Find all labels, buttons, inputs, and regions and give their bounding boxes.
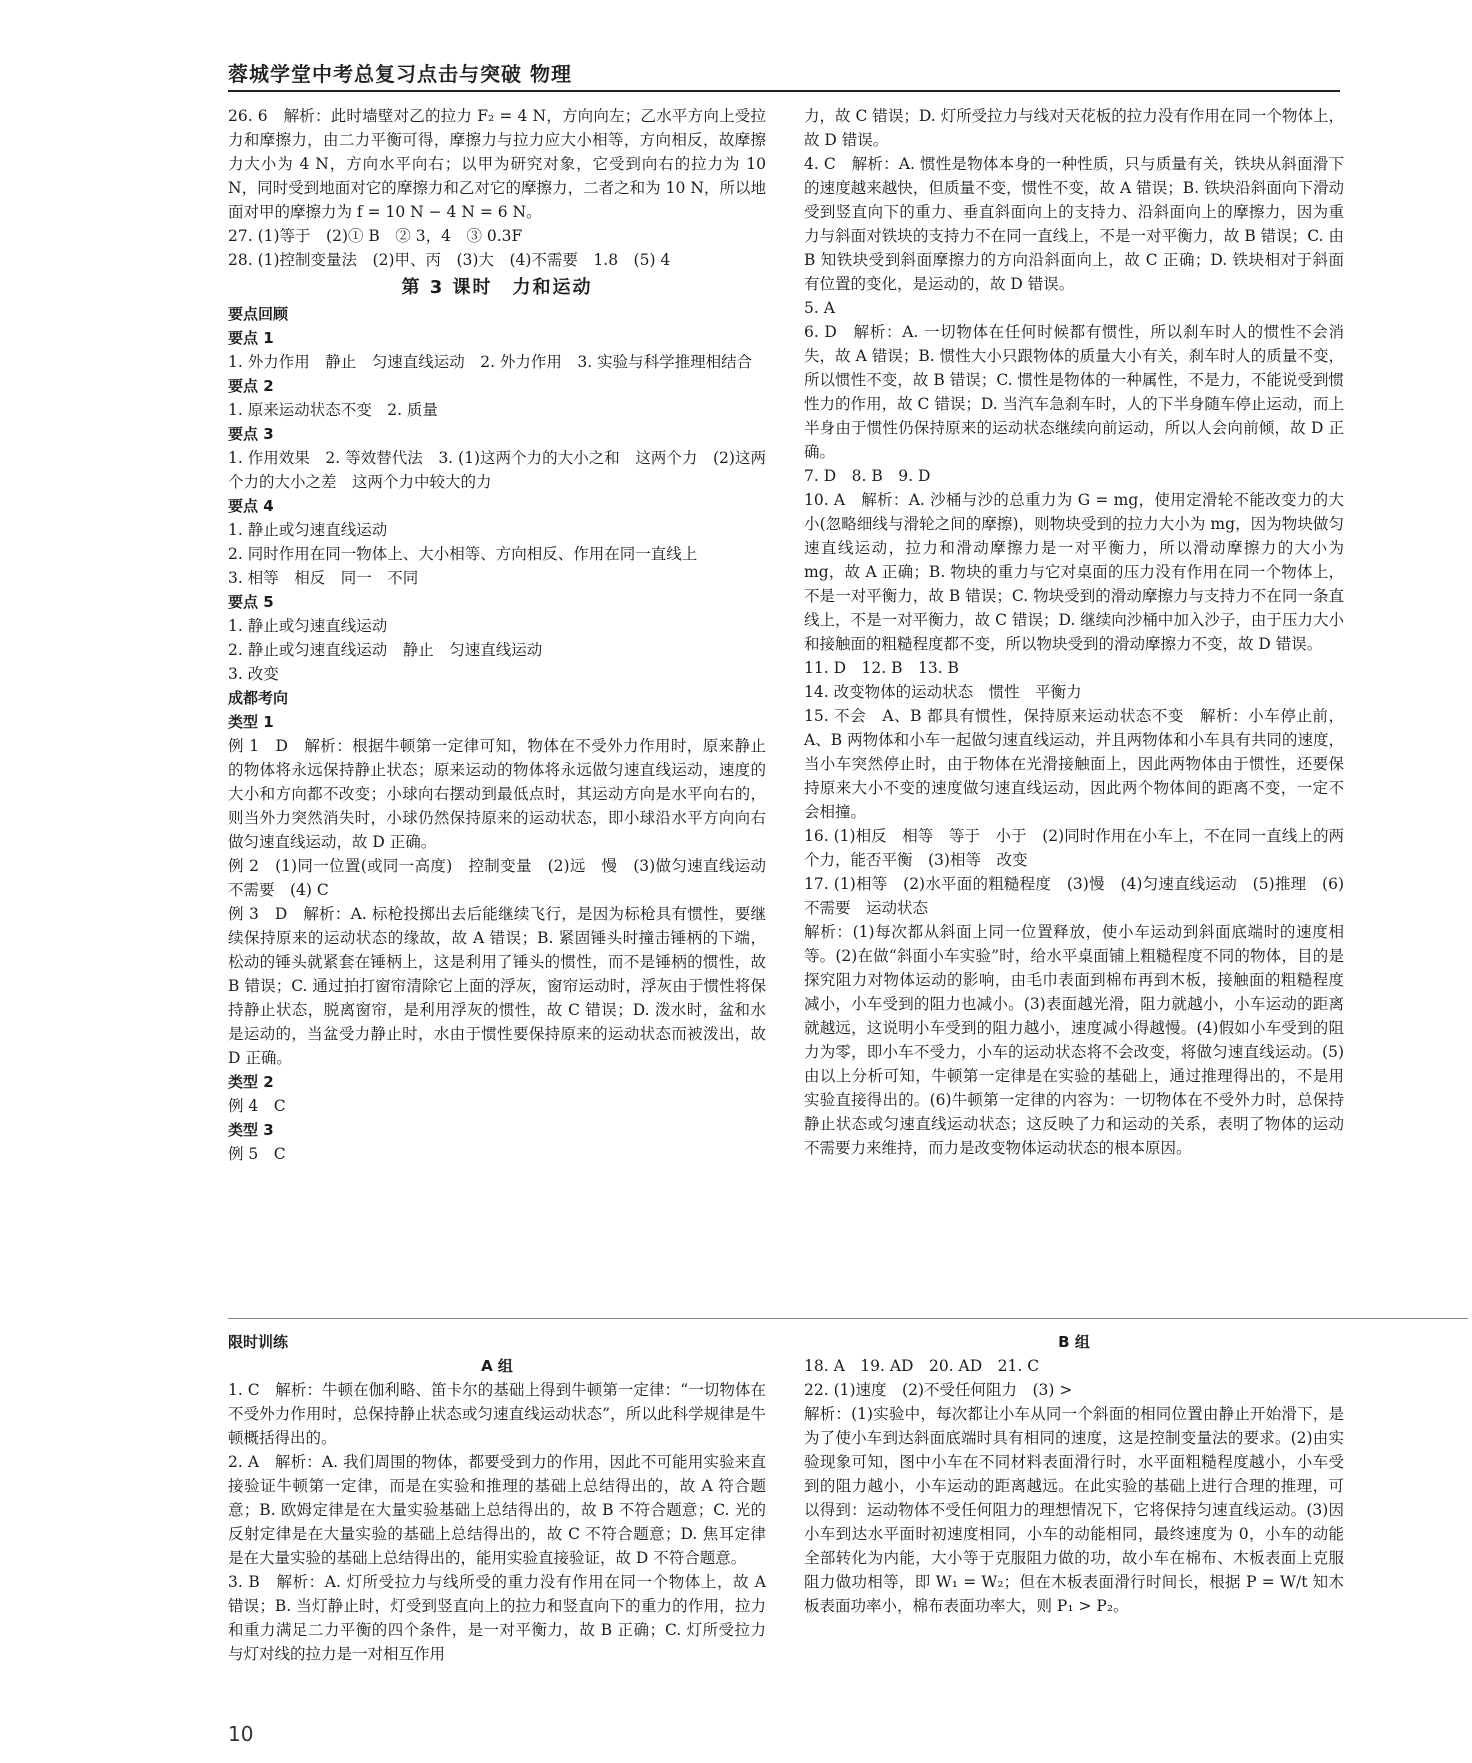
answer-paragraph: 14. 改变物体的运动状态 惯性 平衡力 [804,683,1082,701]
answer-paragraph: 18. A 19. AD 20. AD 21. C [804,1357,1040,1375]
subheading: 要点 5 [228,593,274,611]
answer-paragraph: 4. C 解析：A. 惯性是物体本身的一种性质，只与质量有关，铁块从斜面滑下的速度越来越快，但质量不变，惯性不变，故 A 错误；B. 铁块沿斜面向下滑动受到竖直向下的重力、垂直斜面向上的支持力、沿斜面向上的摩擦力，因为重力与斜面对铁块的支持力不在同一直线上，不是一对平衡力，故 B 错误；C. 由 B 知铁块受到斜面摩擦力的方向沿斜面向上，故 C 正确；D. 铁块相对于斜面有位置的变化，是运动的，故 D 错误。 [804,155,1344,293]
answer-paragraph: 1. 作用效果 2. 等效替代法 3. (1)这两个力的大小之和 这两个力 (2)这两个力的大小之差 这两个力中较大的力 [228,449,766,491]
group-title: B 组 [1058,1333,1090,1351]
answer-paragraph: 3. 相等 相反 同一 不同 [228,569,419,587]
answer-paragraph: 2. A 解析：A. 我们周围的物体，都要受到力的作用，因此不可能用实验来直接验证牛顿第一定律，而是在实验和推理的基础上总结得出的，故 A 符合题意；B. 欧姆定律是在大量实验基础上总结得出的，故 B 不符合题意；C. 光的反射定律是在大量实验的基础上总结得出的，故 C 不符合题意；D. 焦耳定律是在大量实验的基础上总结得出的，能用实验直接验证，故 D 不符合题意。 [228,1453,766,1567]
answer-paragraph: 1. 静止或匀速直线运动 [228,521,388,539]
answer-paragraph: 例 1 D 解析：根据牛顿第一定律可知，物体在不受外力作用时，原来静止的物体将永远保持静止状态；原来运动的物体将永远做匀速直线运动，速度的大小和方向都不改变；小球向右摆动到最低点时，其运动方向是水平向右的，则当外力突然消失时，小球仍然保持原来的运动状态，即小球沿水平方向向右做匀速直线运动，故 D 正确。 [228,737,766,851]
answer-paragraph: 3. B 解析：A. 灯所受拉力与线所受的重力没有作用在同一个物体上，故 A 错误；B. 当灯静止时，灯受到竖直向上的拉力和竖直向下的重力的作用，拉力和重力满足二力平衡的四个条件，是一对平衡力，故 B 正确；C. 灯所受拉力与灯对线的拉力是一对相互作用 [228,1573,766,1663]
answer-paragraph: 1. 原来运动状态不变 2. 质量 [228,401,438,419]
answer-paragraph: 16. (1)相反 相等 等于 小于 (2)同时作用在小车上，不在同一直线上的两个力，能否平衡 (3)相等 改变 [804,827,1344,869]
left-column-top [228,104,782,1166]
answer-paragraph: 1. C 解析：牛顿在伽利略、笛卡尔的基础上得到牛顿第一定律：“一切物体在不受外力作用时，总保持静止状态或匀速直线运动状态”，所以此科学规律是牛顿概括得出的。 [228,1381,766,1447]
right-column-top [804,104,1344,1160]
answer-paragraph: 力，故 C 错误；D. 灯所受拉力与线对天花板的拉力没有作用在同一个物体上，故 D 错误。 [804,107,1344,149]
subheading: 要点 4 [228,497,274,515]
left-column-bottom [228,1330,766,1666]
answer-paragraph: 27. (1)等于 (2)① B ② 3，4 ③ 0.3F [228,227,523,245]
answer-paragraph: 2. 同时作用在同一物体上、大小相等、方向相反、作用在同一直线上 [228,545,698,563]
subheading: 类型 3 [228,1121,274,1139]
answer-paragraph: 解析：(1)实验中，每次都让小车从同一个斜面的相同位置由静止开始滑下，是为了使小车到达斜面底端时具有相同的速度，这是控制变量法的要求。(2)由实验现象可知，图中小车在不同材料表面滑行时，水平面粗糙程度越小，小车受到的阻力越小，小车运动的距离越远。在此实验的基础上进行合理的推理，可以得到：运动物体不受任何阻力的理想情况下，它将保持匀速直线运动。(3)因小车到达水平面时初速度相同，小车的动能相同，最终速度为 0，小车的动能全部转化为内能，大小等于克服阻力做的功，故小车在棉布、木板表面上克服阻力做功相等，即 W₁ = W₂；但在木板表面滑行时间长，根据 P = W/t 知木板表面功率小，棉布表面功率大，则 P₁ > P₂。 [804,1405,1344,1615]
subheading: 要点 2 [228,377,274,395]
group-title: A 组 [481,1357,513,1375]
answer-paragraph: 22. (1)速度 (2)不受任何阻力 (3) > [804,1381,1073,1399]
answer-paragraph: 6. D 解析：A. 一切物体在任何时候都有惯性，所以刹车时人的惯性不会消失，故 A 错误；B. 惯性大小只跟物体的质量大小有关，刹车时人的质量不变，所以惯性不变，故 B 错误；C. 惯性是物体的一种属性，不是力，不能说受到惯性力的作用，故 C 错误；D. 当汽车急刹车时，人的下半身随车停止运动，而上半身由于惯性仍保持原来的运动状态继续向前运动，所以人会向前倾，故 D 正确。 [804,323,1344,461]
answer-paragraph: 7. D 8. B 9. D [804,467,931,485]
right-column-bottom [804,1330,1344,1618]
subheading: 要点 1 [228,329,274,347]
header-rule [228,90,1340,92]
answer-paragraph: 26. 6 解析：此时墙壁对乙的拉力 F₂ = 4 N，方向向左；乙水平方向上受拉力和摩擦力，由二力平衡可得，摩擦力与拉力应大小相等，方向相反，故摩擦力大小为 4 N，方向水平向右；以甲为研究对象，它受到向右的拉力为 10 N，同时受到地面对它的摩擦力和乙对它的摩擦力，二者之和为 10 N，所以地面对甲的摩擦力为 f = 10 N − 4 N = 6 N。 [228,107,766,221]
header-title: 蓉城学堂中考总复习点击与突破 物理 [228,62,572,86]
answer-paragraph: 例 5 C [228,1145,286,1163]
answer-paragraph: 3. 改变 [228,665,279,683]
section-title: 第 3 课时 力和运动 [401,277,593,298]
answer-paragraph: 15. 不会 A、B 都具有惯性，保持原来运动状态不变 解析：小车停止前，A、B 两物体和小车一起做匀速直线运动，并且两物体和小车具有共同的速度，当小车突然停止时，由于物体在光滑接触面上，因此两物体由于惯性，还要保持原来大小不变的速度做匀速直线运动，因此两个物体间的距离不变，一定不会相撞。 [804,707,1344,821]
answer-paragraph: 解析：(1)每次都从斜面上同一位置释放，使小车运动到斜面底端时的速度相等。(2)在做“斜面小车实验”时，给水平桌面铺上粗糙程度不同的物体，目的是探究阻力对物体运动的影响，由毛巾表面到棉布再到木板，接触面的粗糙程度减小，小车受到的阻力也减小。(3)表面越光滑，阻力就越小，小车运动的距离就越远，这说明小车受到的阻力越小，速度减小得越慢。(4)假如小车受到的阻力为零，即小车不受力，小车的运动状态将不会改变，将做匀速直线运动。(5)由以上分析可知，牛顿第一定律是在实验的基础上，通过推理得出的，不是用实验直接得出的。(6)牛顿第一定律的内容为：一切物体在不受外力时，总保持静止状态或匀速直线运动状态；这反映了力和运动的关系，表明了物体的运动不需要力来维持，而力是改变物体运动状态的根本原因。 [804,923,1344,1157]
section-divider [228,1318,1468,1319]
answer-paragraph: 例 3 D 解析：A. 标枪投掷出去后能继续飞行，是因为标枪具有惯性，要继续保持原来的运动状态的缘故，故 A 错误；B. 紧固锤头时撞击锤柄的下端，松动的锤头就紧套在锤柄上，这是利用了锤头的惯性，而不是锤柄的惯性，故 B 错误；C. 通过拍打窗帘清除它上面的浮灰，窗帘运动时，浮灰由于惯性将保持静止状态，脱离窗帘，是利用浮灰的惯性，故 C 错误；D. 泼水时，盆和水是运动的，当盆受力静止时，水由于惯性要保持原来的运动状态而被泼出，故 D 正确。 [228,905,766,1067]
answer-paragraph: 1. 外力作用 静止 匀速直线运动 2. 外力作用 3. 实验与科学推理相结合 [228,353,753,371]
answer-paragraph: 17. (1)相等 (2)水平面的粗糙程度 (3)慢 (4)匀速直线运动 (5)推理 (6)不需要 运动状态 [804,875,1344,917]
subheading: 成都考向 [228,689,289,707]
subheading: 要点 3 [228,425,274,443]
answer-paragraph: 1. 静止或匀速直线运动 [228,617,388,635]
answer-paragraph: 10. A 解析：A. 沙桶与沙的总重力为 G = mg，使用定滑轮不能改变力的大小(忽略细线与滑轮之间的摩擦)，则物块受到的拉力大小为 mg，因为物块做匀速直线运动，拉力和滑动摩擦力是一对平衡力，所以滑动摩擦力的大小为 mg，故 A 正确；B. 物块的重力与它对桌面的压力没有作用在同一个物体上，不是一对平衡力，故 B 错误；C. 物块受到的滑动摩擦力与支持力不在同一条直线上，不是一对平衡力，故 C 错误；D. 继续向沙桶中加入沙子，由于压力大小和接触面的粗糙程度都不变，所以物块受到的滑动摩擦力不变，故 D 错误。 [804,491,1344,653]
answer-paragraph: 11. D 12. B 13. B [804,659,959,677]
subheading: 要点回顾 [228,305,289,323]
answer-paragraph: 例 4 C [228,1097,286,1115]
page-header [228,58,1340,92]
answer-paragraph: 2. 静止或匀速直线运动 静止 匀速直线运动 [228,641,543,659]
answer-paragraph: 28. (1)控制变量法 (2)甲、丙 (3)大 (4)不需要 1.8 (5) 4 [228,251,671,269]
subheading: 类型 2 [228,1073,274,1091]
answer-paragraph: 例 2 (1)同一位置(或同一高度) 控制变量 (2)远 慢 (3)做匀速直线运动 不需要 (4) C [228,857,782,899]
subheading: 限时训练 [228,1333,289,1351]
page-number: 10 [228,1722,254,1746]
subheading: 类型 1 [228,713,274,731]
answer-paragraph: 5. A [804,299,835,317]
